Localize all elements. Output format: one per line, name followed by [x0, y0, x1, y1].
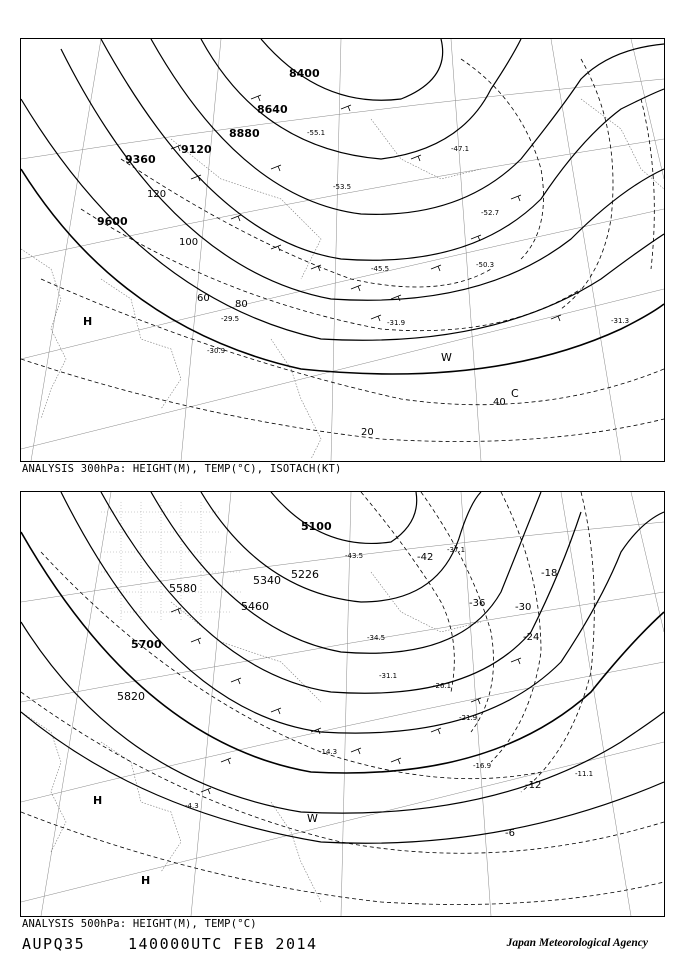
temp-labels	[185, 546, 593, 810]
height-labels	[117, 520, 332, 703]
isotach-label: 100	[179, 237, 199, 248]
temp-label: -11.1	[575, 770, 594, 778]
temp-label: -31.3	[611, 317, 630, 325]
warm-center-marker: W	[307, 812, 318, 825]
temp-label: -16.9	[473, 762, 492, 770]
pressure-centers	[93, 794, 318, 887]
temp-label: -50.3	[476, 261, 495, 269]
isotherm-labels	[417, 552, 557, 839]
temp-label: -21.9	[459, 714, 478, 722]
height-label: 8880	[229, 127, 260, 140]
temp-label: -43.5	[345, 552, 364, 560]
isotherm-label: -42	[417, 552, 434, 563]
isotherm-label: -30	[515, 602, 532, 613]
chart-300hpa	[20, 38, 665, 462]
isotach-label: 20	[361, 427, 374, 438]
temp-label: -34.5	[367, 634, 386, 642]
height-label: 9360	[125, 153, 156, 166]
cold-center-marker: C	[511, 387, 519, 400]
temp-label: -45.5	[371, 265, 390, 273]
chart-500hpa-caption: ANALYSIS 500hPa: HEIGHT(M), TEMP(°C)	[22, 918, 257, 930]
height-label: 5580	[169, 582, 197, 595]
coastline	[21, 572, 481, 902]
chart-300hpa-map	[21, 39, 664, 461]
height-label: 9600	[97, 215, 128, 228]
height-label: 5460	[241, 600, 269, 613]
isotherm-label: -24	[523, 632, 540, 643]
isotach-dashed	[21, 59, 664, 442]
product-code: AUPQ35	[22, 935, 86, 953]
temp-label: -52.7	[481, 209, 500, 217]
temp-label: -4.3	[185, 802, 199, 810]
height-label: 5340	[253, 574, 281, 587]
chart-300hpa-caption: ANALYSIS 300hPa: HEIGHT(M), TEMP(°C), ISOTACH(KT)	[22, 463, 342, 475]
high-pressure-marker: H	[141, 874, 151, 887]
temp-labels	[207, 129, 629, 355]
temp-label: -26.1	[433, 682, 452, 690]
isotach-labels	[147, 189, 506, 438]
isotach-label: 120	[147, 189, 167, 200]
height-label: 5100	[301, 520, 332, 533]
temp-label: -53.5	[333, 183, 352, 191]
agency-credit: Japan Meteorological Agency	[506, 937, 648, 949]
graticule	[21, 39, 664, 461]
temp-label: -29.5	[221, 315, 240, 323]
height-label: 5226	[291, 568, 319, 581]
temp-label: -30.9	[207, 347, 226, 355]
temp-label: -55.1	[307, 129, 326, 137]
isotherm-label: -6	[505, 828, 515, 839]
temp-label: -14.3	[319, 748, 338, 756]
isotach-label: 80	[235, 299, 248, 310]
temp-label: -31.9	[387, 319, 406, 327]
height-labels	[97, 67, 320, 228]
issue-time: 140000UTC FEB 2014	[128, 935, 318, 953]
height-label: 9120	[181, 143, 212, 156]
warm-center-marker: W	[441, 351, 452, 364]
high-pressure-marker: H	[93, 794, 103, 807]
height-contours	[21, 492, 664, 843]
chart-500hpa	[20, 491, 665, 917]
temp-label: -31.1	[379, 672, 398, 680]
high-pressure-marker: H	[83, 315, 93, 328]
height-label: 5820	[117, 690, 145, 703]
isotherm-label: -12	[525, 780, 542, 791]
chart-500hpa-map	[21, 492, 664, 916]
graticule	[21, 492, 664, 916]
height-label: 5700	[131, 638, 162, 651]
temp-label: -37.1	[447, 546, 466, 554]
isotherm-label: -18	[541, 568, 558, 579]
isotherm-label: -36	[469, 598, 486, 609]
height-contours	[21, 39, 664, 374]
height-label: 8400	[289, 67, 320, 80]
isotach-label: 40	[493, 397, 506, 408]
isotach-label: 60	[197, 293, 210, 304]
height-label: 8640	[257, 103, 288, 116]
temp-label: -47.1	[451, 145, 470, 153]
